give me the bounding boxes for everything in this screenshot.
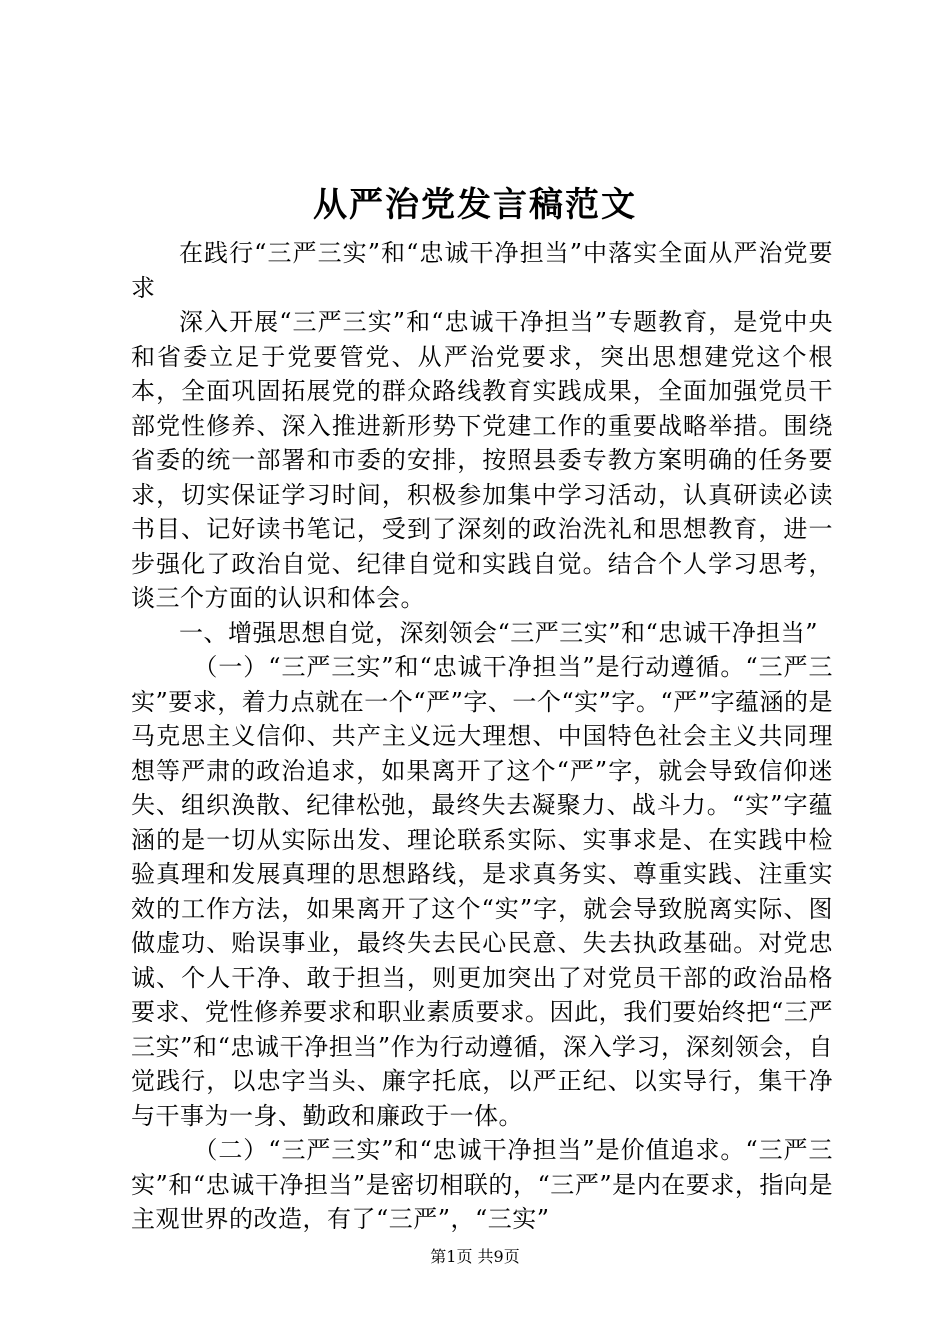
document-title: 从严治党发言稿范文 [313, 185, 637, 225]
paragraph-intro: 深入开展“三严三实”和“忠诚干净担当”专题教育，是党中央和省委立足于党要管党、从严治党要求，突出思想建党这个根本，全面巩固拓展党的群众路线教育实践成果，全面加强党员干部党性修养、深入推进新形势下党建工作的重要战略举措。围绕省委的统一部署和市委的安排，按照县委专教方案明确的任务要求，切实保证学习时间，积极参加集中学习活动，认真研读必读书目、记好读书笔记，受到了深刻的政治洗礼和思想教育，进一步强化了政治自觉、纪律自觉和实践自觉。结合个人学习思考，谈三个方面的认识和体会。 [131, 308, 833, 612]
page-number-footer: 第1页 共9页 [430, 1247, 520, 1266]
paragraph-section-heading: 一、增强思想自觉，深刻领会“三严三实”和“忠诚干净担当” [179, 618, 819, 647]
paragraph-subtitle: 在践行“三严三实”和“忠诚干净担当”中落实全面从严治党要求 [131, 239, 833, 302]
paragraph-point-two: （二）“三严三实”和“忠诚干净担当”是价值追求。“三严三实”和“忠诚干净担当”是密切相联的，“三严”是内在要求，指向是主观世界的改造，有了“三严”，“三实” [131, 1136, 833, 1233]
document-body [131, 236, 833, 1237]
paragraph-point-one: （一）“三严三实”和“忠诚干净担当”是行动遵循。“三严三实”要求，着力点就在一个“严”字、一个“实”字。“严”字蕴涵的是马克思主义信仰、共产主义远大理想、中国特色社会主义共同理想等严肃的政治追求，如果离开了这个“严”字，就会导致信仰迷失、组织涣散、纪律松弛，最终失去凝聚力、战斗力。“实”字蕴涵的是一切从实际出发、理论联系实际、实事求是、在实践中检验真理和发展真理的思想路线，是求真务实、尊重实践、注重实效的工作方法，如果离开了这个“实”字，就会导致脱离实际、图做虚功、贻误事业，最终失去民心民意、失去执政基础。对党忠诚、个人干净、敢于担当，则更加突出了对党员干部的政治品格要求、党性修养要求和职业素质要求。因此，我们要始终把“三严三实”和“忠诚干净担当”作为行动遵循，深入学习，深刻领会，自觉践行，以忠字当头、廉字托底，以严正纪、以实导行，集干净与干事为一身、勤政和廉政于一体。 [131, 653, 833, 1130]
